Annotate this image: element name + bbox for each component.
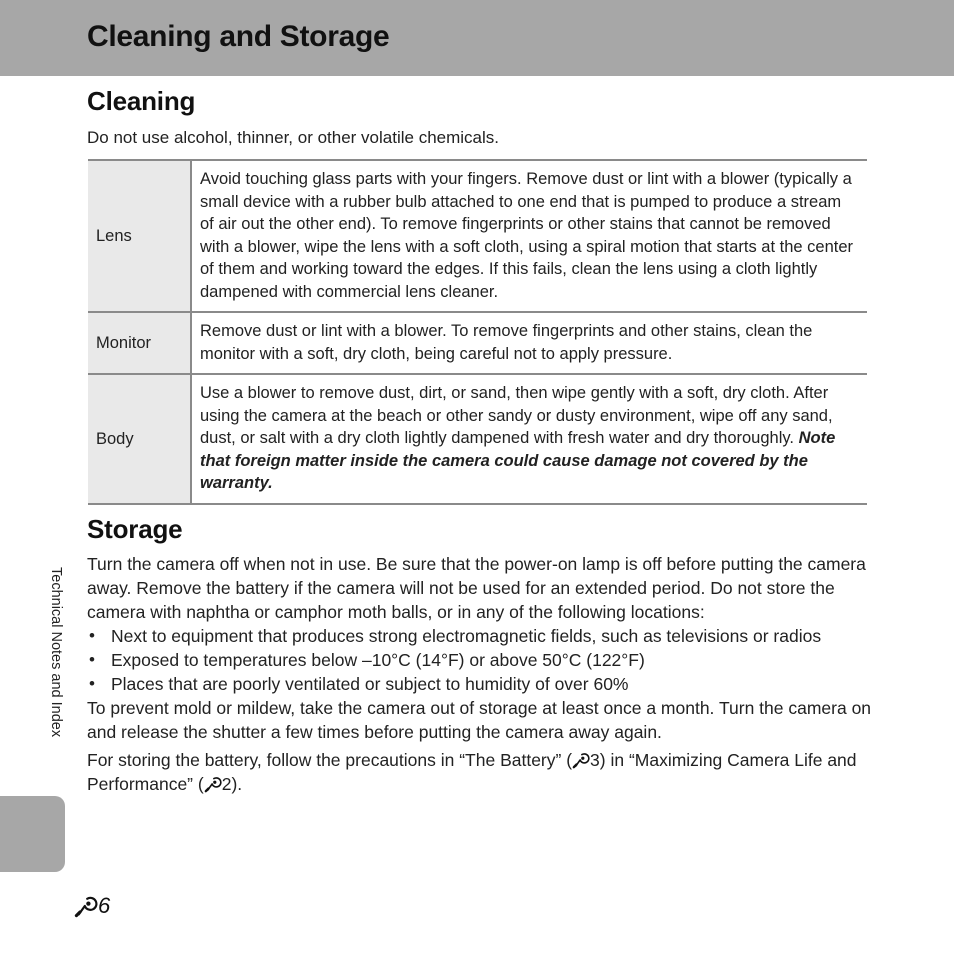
battery-text-middle: ) in “Maximizing Camera Life and Performance” ( (87, 750, 857, 794)
page-number (74, 893, 110, 919)
battery-text-after: ). (231, 774, 243, 794)
section-tab (0, 796, 65, 872)
page-title: Cleaning and Storage (87, 20, 390, 53)
row-label: Lens (88, 160, 191, 312)
row-label: Body (88, 374, 191, 504)
storage-intro: Turn the camera off when not in use. Be sure that the power-on lamp is off before putting the camera away. Remove the battery if the camera will not be used for an extended period. Do not store the camera with naphtha or camphor moth balls, or in any of the following locations: (87, 554, 866, 622)
mold-paragraph: To prevent mold or mildew, take the camera out of storage at least once a month. Turn the camera on and release the shutter a few times before putting the camera away again. (87, 698, 872, 742)
list-item-text: Next to equipment that produces strong electromagnetic fields, such as televisions or radios (111, 626, 822, 646)
list-item (87, 624, 877, 648)
row-description: Remove dust or lint with a blower. To remove fingerprints and other stains, clean the monitor with a soft, dry cloth, being careful not to apply pressure. (200, 322, 813, 363)
storage-locations-list (87, 624, 877, 696)
warranty-note: Note that foreign matter inside the camera could cause damage not covered by the warranty. (200, 429, 836, 492)
table-row (88, 312, 867, 374)
list-item-text: Exposed to temperatures below –10°C (14°F) or above 50°C (122°F) (111, 650, 645, 670)
cleaning-heading: Cleaning (87, 86, 196, 116)
life-performance-ref-page[interactable]: 2 (221, 774, 232, 794)
table-row (88, 160, 867, 312)
cleaning-table (88, 159, 867, 505)
storage-heading: Storage (87, 514, 183, 544)
list-item (87, 672, 877, 696)
storage-body (87, 552, 877, 796)
list-item (87, 648, 877, 672)
body-text: Use a blower to remove dust, dirt, or sand, then wipe gently with a soft, dry cloth. After using the camera at the beach or other sandy or dusty environment, wipe off any sand, dust, or salt with a dry cloth lightly dampened with fresh water and dry thoroughly. (200, 384, 833, 447)
cleaning-intro: Do not use alcohol, thinner, or other volatile chemicals. (87, 128, 500, 147)
bullet-icon: • (89, 626, 95, 645)
section-side-label: Technical Notes and Index (48, 567, 64, 738)
technical-notes-icon (204, 775, 222, 793)
row-label: Monitor (88, 312, 191, 374)
bullet-icon: • (89, 650, 95, 669)
battery-paragraph (87, 748, 877, 796)
technical-notes-icon (74, 894, 98, 918)
list-item-text: Places that are poorly ventilated or subject to humidity of over 60% (111, 674, 629, 694)
technical-notes-icon (572, 751, 590, 769)
row-description (191, 374, 867, 504)
battery-text-before: For storing the battery, follow the precautions in “The Battery” ( (87, 750, 573, 770)
page-number-text: 6 (98, 893, 111, 918)
row-description: Avoid touching glass parts with your fingers. Remove dust or lint with a blower (typically a small device with a rubber bulb attached to one end that is pumped to produce a stream of air out the other end). To remove fingerprints or other stains that cannot be removed with a blower, wipe the lens with a soft cloth, using a spiral motion that starts at the center of them and working toward the edges. If this fails, clean the lens using a cloth lightly dampened with commercial lens cleaner. (200, 170, 853, 301)
bullet-icon: • (89, 674, 95, 693)
table-row (88, 374, 867, 504)
battery-ref-page[interactable]: 3 (590, 750, 600, 770)
